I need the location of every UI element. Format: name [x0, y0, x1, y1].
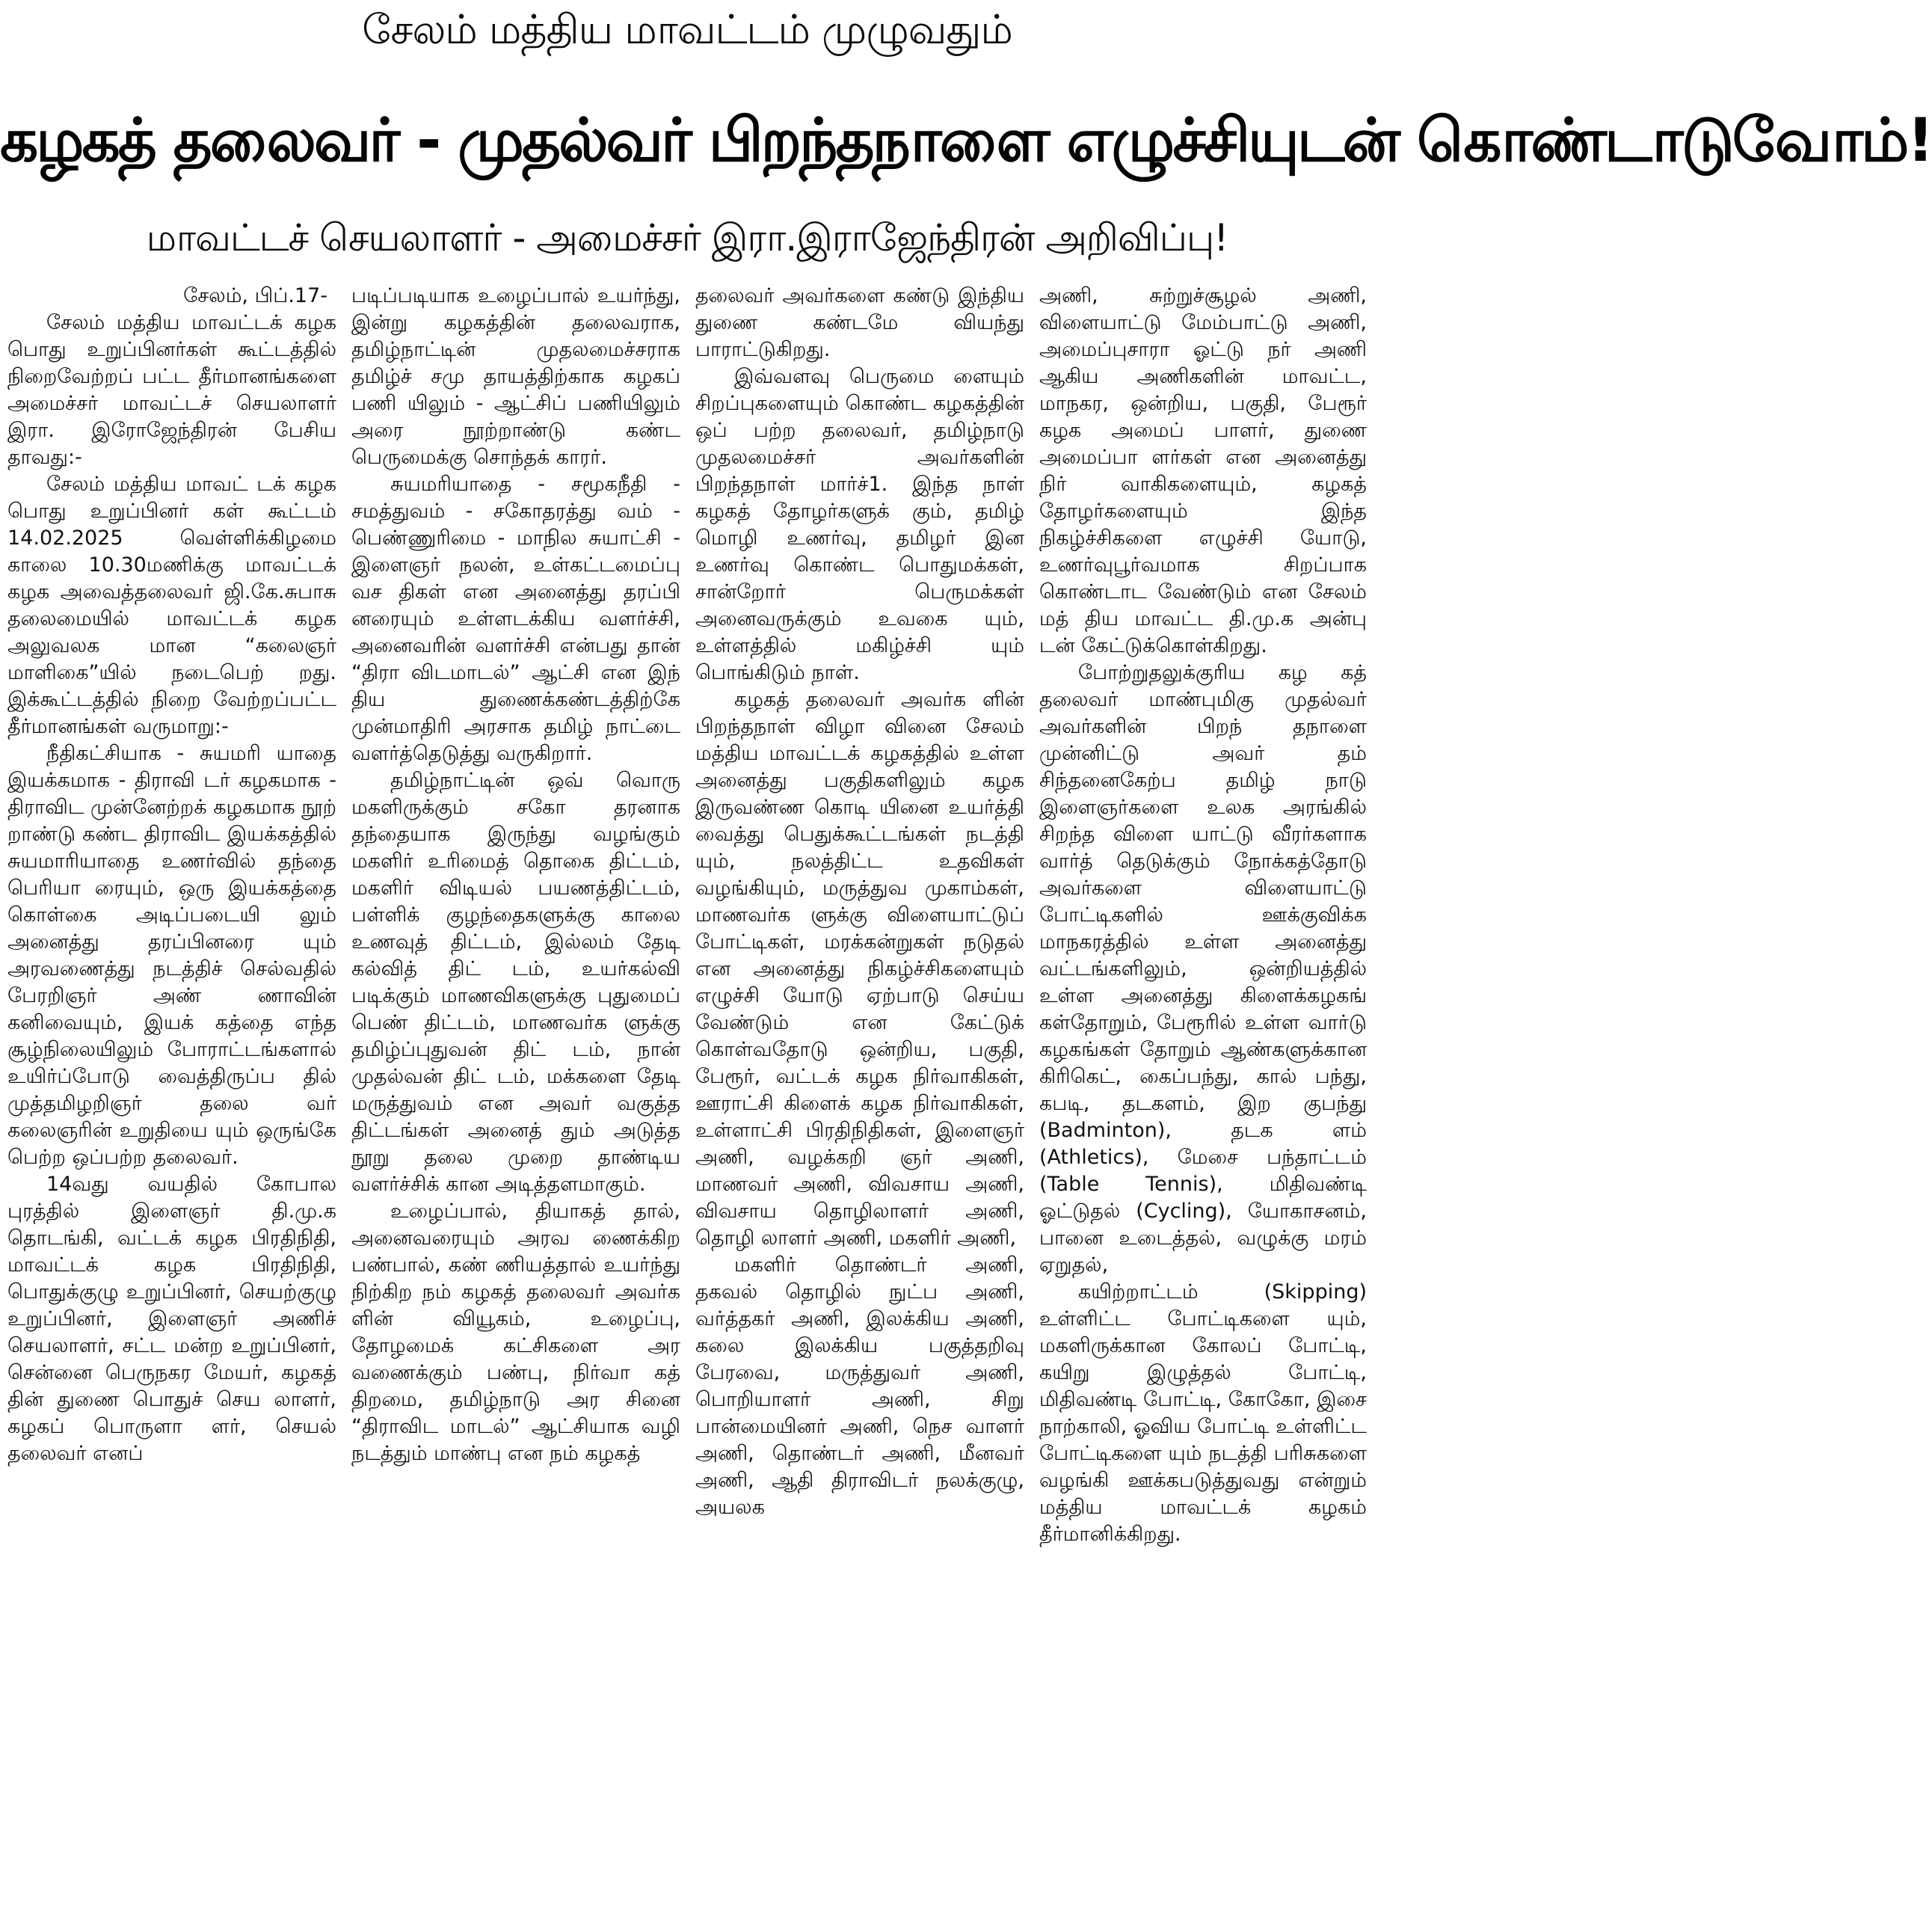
article-column-2	[351, 283, 680, 1919]
paragraph: படிப்படியாக உழைப்பால் உயர்ந்து, இன்று கழகத்தின் தலைவராக, தமிழ்நாட்டின் முதலமைச்சராக தமிழ்ச் சமு தாயத்திற்காக கழகப் பணி யிலும் - ஆட்சிப் பணியிலும் அரை நூற்றாண்டு கண்ட பெருமைக்கு சொந்தக் காரர்.	[351, 284, 680, 469]
subheadline: மாவட்டச் செயலாளர் - அமைச்சர் இரா.இராஜேந்திரன் அறிவிப்பு!	[146, 216, 1228, 260]
paragraph: இவ்வளவு பெருமை ளையும் சிறப்புகளையும் கொண்ட கழகத்தின் ஒப் பற்ற தலைவர், தமிழ்நாடு முதலமைச்சர் அவர்களின் பிறந்தநாள் மார்ச்1. இந்த நாள் கழகத் தோழர்களுக் கும், தமிழ் மொழி உணர்வு, தமிழர் இன உணர்வு கொண்ட பொதுமக்கள், சான்றோர் பெருமக்கள் அனைவருக்கும் உவகை யும், உள்ளத்தில் மகிழ்ச்சி யும் பொங்கிடும் நாள்.	[695, 365, 1024, 684]
headline: கழகத் தலைவர் - முதல்வர் பிறந்தநாளை எழுச்சியுடன் கொண்டாடுவோம்!	[0, 105, 1932, 175]
paragraph: தமிழ்நாட்டின் ஒவ் வொரு மகளிருக்கும் சகோ தரனாக தந்தையாக இருந்து வழங்கும் மகளிர் உரிமைத் தொகை திட்டம், மகளிர் விடியல் பயணத்திட்டம், பள்ளிக் குழந்தைகளுக்கு காலை உணவுத் திட்டம், இல்லம் தேடி கல்வித் திட் டம், உயர்கல்வி படிக்கும் மாணவிகளுக்கு புதுமைப் பெண் திட்டம், மாணவர்க ளுக்கு தமிழ்ப்புதுவன் திட் டம், நான் முதல்வன் திட் டம், மக்களை தேடி மருத்துவம் என அவர் வகுத்த திட்டங்கள் அனைத் தும் அடுத்த நூறு தலை முறை தாண்டிய வளர்ச்சிக் கான அடித்தளமாகும்.	[351, 769, 680, 1196]
article-column-1	[7, 283, 336, 1919]
paragraph: கயிற்றாட்டம் (Skipping) உள்ளிட்ட போட்டிகளை யும், மகளிருக்கான கோலப் போட்டி, கயிறு இழுத்தல் போட்டி, மிதிவண்டி போட்டி, கோகோ, இசை நாற்காலி, ஓவிய போட்டி உள்ளிட்ட போட்டிகளை யும் நடத்தி பரிசுகளை வழங்கி ஊக்கபடுத்துவது என்றும் மத்திய மாவட்டக் கழகம் தீர்மானிக்கிறது.	[1039, 1280, 1367, 1546]
paragraph: தலைவர் அவர்களை கண்டு இந்திய துணை கண்டமே வியந்து பாராட்டுகிறது.	[695, 284, 1024, 361]
paragraph: நீதிகட்சியாக - சுயமரி யாதை இயக்கமாக - திராவி டர் கழகமாக - திராவிட முன்னேற்றக் கழகமாக நூற் றாண்டு கண்ட திராவிட இயக்கத்தில் சுயமாரியாதை உணர்வில் தந்தை பெரியா ரையும், ஒரு இயக்கத்தை கொள்கை அடிப்படையி லும் அனைத்து தரப்பினரை யும் அரவணைத்து நடத்திச் செல்வதில் பேரறிஞர் அண் ணாவின் கனிவையும், இயக் கத்தை எந்த சூழ்நிலையிலும் போராட்டங்களால் உயிர்ப்போடு வைத்திருப்ப தில் முத்தமிழறிஞர் தலை வர் கலைஞரின் உறுதியை யும் ஒருங்கே பெற்ற ஒப்பற்ற தலைவர்.	[7, 742, 336, 1169]
paragraph: அணி, சுற்றுச்சூழல் அணி, விளையாட்டு மேம்பாட்டு அணி, அமைப்புசாரா ஓட்டு நர் அணி ஆகிய அணிகளின் மாவட்ட, மாநகர, ஒன்றிய, பகுதி, பேரூர் கழக அமைப் பாளர், துணை அமைப்பா ளர்கள் என அனைத்து நிர் வாகிகளையும், கழகத் தோழர்களையும் இந்த நிகழ்ச்சிகளை எழுச்சி யோடு, உணர்வுபூர்வமாக சிறப்பாக கொண்டாட வேண்டும் என சேலம் மத் திய மாவட்ட தி.மு.க அன்பு டன் கேட்டுக்கொள்கிறது.	[1039, 284, 1367, 657]
paragraph: சேலம் மத்திய மாவட் டக் கழக பொது உறுப்பினர் கள் கூட்டம் 14.02.2025 வெள்ளிக்கிழமை காலை 10.30மணிக்கு மாவட்டக் கழக அவைத்தலைவர் ஜி.கே.சுபாசு தலைமையில் மாவட்டக் கழக அலுவலக மான “கலைஞர் மாளிகை”யில் நடைபெற் றது. இக்கூட்டத்தில் நிறை வேற்றப்பட்ட தீர்மானங்கள் வருமாறு:-	[7, 473, 336, 738]
article-columns	[7, 283, 1367, 1919]
paragraph: உழைப்பால், தியாகத் தால், அனைவரையும் அரவ ணைக்கிற பண்பால், கண் ணியத்தால் உயர்ந்து நிற்கிற நம் கழகத் தலைவர் அவர்க ளின் வியூகம், உழைப்பு, தோழமைக் கட்சிகளை அர வணைக்கும் பண்பு, நிர்வா கத் திறமை, தமிழ்நாடு அர சினை “திராவிட மாடல்” ஆட்சியாக வழி நடத்தும் மாண்பு என நம் கழகத்	[351, 1200, 680, 1465]
paragraph: கழகத் தலைவர் அவர்க ளின் பிறந்தநாள் விழா வினை சேலம் மத்திய மாவட்டக் கழகத்தில் உள்ள அனைத்து பகுதிகளிலும் கழக இருவண்ண கொடி யினை உயர்த்தி வைத்து பெதுக்கூட்டங்கள் நடத்தி யும், நலத்திட்ட உதவிகள் வழங்கியும், மருத்துவ முகாம்கள், மாணவர்க ளுக்கு விளையாட்டுப் போட்டிகள், மரக்கன்றுகள் நடுதல் என அனைத்து நிகழ்ச்சிகளையும் எழுச்சி யோடு ஏற்பாடு செய்ய வேண்டும் என கேட்டுக் கொள்வதோடு ஒன்றிய, பகுதி, பேரூர், வட்டக் கழக நிர்வாகிகள், ஊராட்சி கிளைக் கழக நிர்வாகிகள், உள்ளாட்சி பிரதிநிதிகள், இளைஞர் அணி, வழக்கறி ஞர் அணி, மாணவர் அணி, விவசாய அணி, விவசாய தொழிலாளர் அணி, தொழி லாளர் அணி, மகளிர் அணி,	[695, 688, 1024, 1250]
paragraph: போற்றுதலுக்குரிய கழ கத் தலைவர் மாண்புமிகு முதல்வர் அவர்களின் பிறந் தநாளை முன்னிட்டு அவர் தம் சிந்தனைகேற்ப தமிழ் நாடு இளைஞர்களை உலக அரங்கில் சிறந்த விளை யாட்டு வீரர்களாக வார்த் தெடுக்கும் நோக்கத்தோடு அவர்களை விளையாட்டு போட்டிகளில் ஊக்குவிக்க மாநகரத்தில் உள்ள அனைத்து வட்டங்களிலும், ஒன்றியத்தில் உள்ள அனைத்து கிளைக்கழகங் கள்தோறும், பேரூரில் உள்ள வார்டு கழகங்கள் தோறும் ஆண்களுக்கான கிரிகெட், கைப்பந்து, கால் பந்து, கபடி, தடகளம், இற குபந்து (Badminton), தடக ளம் (Athletics), மேசை பந்தாட்டம் (Table Tennis), மிதிவண்டி ஓட்டுதல் (Cycling), யோகாசனம், பானை உடைத்தல், வழுக்கு மரம் ஏறுதல்,	[1039, 661, 1367, 1277]
article-column-4	[1039, 283, 1367, 1919]
paragraph: மகளிர் தொண்டர் அணி, தகவல் தொழில் நுட்ப அணி, வர்த்தகர் அணி, இலக்கிய அணி, கலை இலக்கிய பகுத்தறிவு பேரவை, மருத்துவர் அணி, பொறியாளர் அணி, சிறு பான்மையினர் அணி, நெச வாளர் அணி, தொண்டர் அணி, மீனவர் அணி, ஆதி திராவிடர் நலக்குழு, அயலக	[695, 1253, 1024, 1519]
dateline: சேலம், பிப்.17-	[183, 284, 327, 307]
article-column-3	[695, 283, 1024, 1919]
kicker-title: சேலம் மத்திய மாவட்டம் முழுவதும்	[362, 6, 1012, 53]
paragraph: சுயமரியாதை - சமூகநீதி - சமத்துவம் - சகோதரத்து வம் - பெண்ணுரிமை - மாநில சுயாட்சி - இளைஞர் நலன், உள்கட்டமைப்பு வச திகள் என அனைத்து தரப்பி னரையும் உள்ளடக்கிய வளர்ச்சி, அனைவரின் வளர்ச்சி என்பது தான் “திரா விடமாடல்” ஆட்சி என இந் திய துணைக்கண்டத்திற்கே முன்மாதிரி அரசாக தமிழ் நாட்டை வளர்த்தெடுத்து வருகிறார்.	[351, 473, 680, 765]
paragraph: 14வது வயதில் கோபால புரத்தில் இளைஞர் தி.மு.க தொடங்கி, வட்டக் கழக பிரதிநிதி, மாவட்டக் கழக பிரதிநிதி, பொதுக்குழு உறுப்பினர், செயற்குழு உறுப்பினர், இளைஞர் அணிச் செயலாளர், சட்ட மன்ற உறுப்பினர், சென்னை பெருநகர மேயர், கழகத் தின் துணை பொதுச் செய லாளர், கழகப் பொருளா ளர், செயல் தலைவர் எனப்	[7, 1173, 336, 1465]
paragraph: சேலம் மத்திய மாவட்டக் கழக பொது உறுப்பினர்கள் கூட்டத்தில் நிறைவேற்றப் பட்ட தீர்மானங்களை அமைச்சர் மாவட்டச் செயலாளர் இரா. இரோஜேந்திரன் பேசிய தாவது:-	[7, 311, 336, 469]
